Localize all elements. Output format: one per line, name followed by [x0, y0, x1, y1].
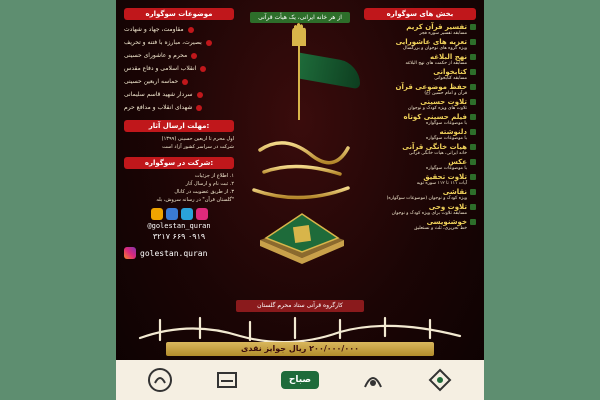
social-icons	[124, 208, 234, 220]
sponsor-logo-2	[214, 367, 240, 393]
social-handle[interactable]: @golestan_quran	[147, 222, 211, 230]
section-item: دلنوشته با موضوعات سوگواره	[364, 128, 476, 142]
section-icon	[470, 219, 476, 225]
slogan-calligraphy	[130, 314, 470, 344]
topics-column	[124, 8, 234, 259]
section-icon	[470, 159, 476, 165]
telegram-icon[interactable]	[181, 208, 193, 220]
section-icon	[470, 39, 476, 45]
participation-line: "گلستان قرآن" در رسانه سروش، بله	[156, 197, 234, 203]
topic-item: مقاومت، جهاد و شهادت	[124, 23, 234, 36]
instagram-icon	[124, 247, 136, 259]
section-icon	[470, 144, 476, 150]
topic-item: سردار شهید قاسم سلیمانی	[124, 88, 234, 101]
sections-header: بخش های سوگواره	[364, 8, 476, 20]
sections-column	[364, 8, 476, 233]
section-item: تفسیر قرآن کریم مسابقه تفسیر سوره فجر	[364, 23, 476, 37]
prize-banner: ۲۰۰/۰۰۰/۰۰۰ ریال جوایز نقدی	[166, 342, 434, 356]
section-item: نقاشی ویژه کودک و نوجوان (موضوعات سوگواره)	[364, 188, 476, 202]
bullet-icon	[200, 66, 206, 72]
participation-line: ۱. اطلاع از جزئیات	[194, 173, 234, 179]
top-banner-text: از هر خانه ایرانی، یک هیأت قرآنی	[250, 12, 350, 23]
section-icon	[470, 114, 476, 120]
sabah-logo: صباح	[281, 371, 319, 389]
section-item: تلاوت حسینی تلاوت های ویژه کودک و نوجوان	[364, 98, 476, 112]
section-icon	[470, 24, 476, 30]
bullet-icon	[188, 27, 194, 33]
bullet-icon	[196, 105, 202, 111]
bullet-icon	[182, 79, 188, 85]
deadline-header: مهلت ارسال آثار:	[124, 120, 234, 132]
calligraphy-artwork	[244, 78, 356, 206]
participation-line: ۳. از طریق عضویت در کانال	[174, 189, 234, 195]
topic-item: حماسه اربعین حسینی	[124, 75, 234, 88]
section-item: خوشنویسی خط تحریری، ثلث و نستعلیق	[364, 218, 476, 232]
section-item: حفظ موضوعی قرآن قرآن و امام حسین (ع)	[364, 83, 476, 97]
section-item: هیات خانگی قرآنی خانه ایرانی، هیات خانگی قرآنی	[364, 143, 476, 157]
phone-number[interactable]: ۰۹۱۹ ۶۶۹ ۳۲۱۷	[152, 232, 206, 241]
participation-header: شرکت در سوگواره:	[124, 157, 234, 169]
bale-icon[interactable]	[151, 208, 163, 220]
workshop-banner: کارگروه قرآنی ستاد محرم گلستان	[236, 300, 364, 312]
section-icon	[470, 204, 476, 210]
section-item: کتابخوانی مسابقه کتابخوانی	[364, 68, 476, 82]
section-icon	[470, 174, 476, 180]
sponsor-logos	[116, 360, 484, 400]
section-item: نهج البلاغه مسابقه از حکمت های نهج البلاغه	[364, 53, 476, 67]
section-icon	[470, 69, 476, 75]
soroush-icon[interactable]	[166, 208, 178, 220]
section-item: فیلم حسینی کوتاه با موضوعات سوگواره	[364, 113, 476, 127]
section-icon	[470, 54, 476, 60]
sponsor-logo-3	[360, 367, 386, 393]
poster	[116, 0, 484, 400]
deadline-line: اول محرم تا اربعین حسینی (۱۳۹۹)	[161, 136, 234, 142]
center-artwork	[234, 18, 366, 280]
section-item: تلاوت تحقیق آیات ۱۱۱ تا ۱۱۲ سوره توبه	[364, 173, 476, 187]
section-item: عکس با موضوعات سوگواره	[364, 158, 476, 172]
section-icon	[470, 189, 476, 195]
hand-emblem-icon	[288, 22, 310, 48]
section-item: تلاوت وحی مسابقه تلاوت برای ویژه کودک و نوجوان	[364, 203, 476, 217]
topic-item: بصیرت، مبارزه با فتنه و تحریف	[124, 36, 234, 49]
sponsor-logo-1	[147, 367, 173, 393]
instagram-icon[interactable]	[196, 208, 208, 220]
section-icon	[470, 99, 476, 105]
participation-line: ۲. ثبت نام و ارسال آثار	[185, 181, 234, 187]
section-icon	[470, 129, 476, 135]
topic-item: محرم و عاشورای حسینی	[124, 49, 234, 62]
bullet-icon	[206, 40, 212, 46]
topic-item: شهدای انقلاب و مدافع حرم	[124, 101, 234, 114]
sponsor-logo-4	[427, 367, 453, 393]
bullet-icon	[191, 53, 197, 59]
topics-header: موضوعات سوگواره	[124, 8, 234, 20]
bullet-icon	[197, 92, 203, 98]
section-icon	[470, 84, 476, 90]
deadline-line: شرکت در سراسر کشور آزاد است	[162, 144, 234, 150]
topics-list	[124, 23, 234, 114]
topic-item: انقلاب اسلامی و دفاع مقدس	[124, 62, 234, 75]
instagram-link[interactable]: golestan.quran	[124, 247, 234, 259]
quran-book-icon	[256, 200, 348, 264]
section-item: تعزیه های عاشورایی ویژه گروه های نوجوان و بزرگسال	[364, 38, 476, 52]
